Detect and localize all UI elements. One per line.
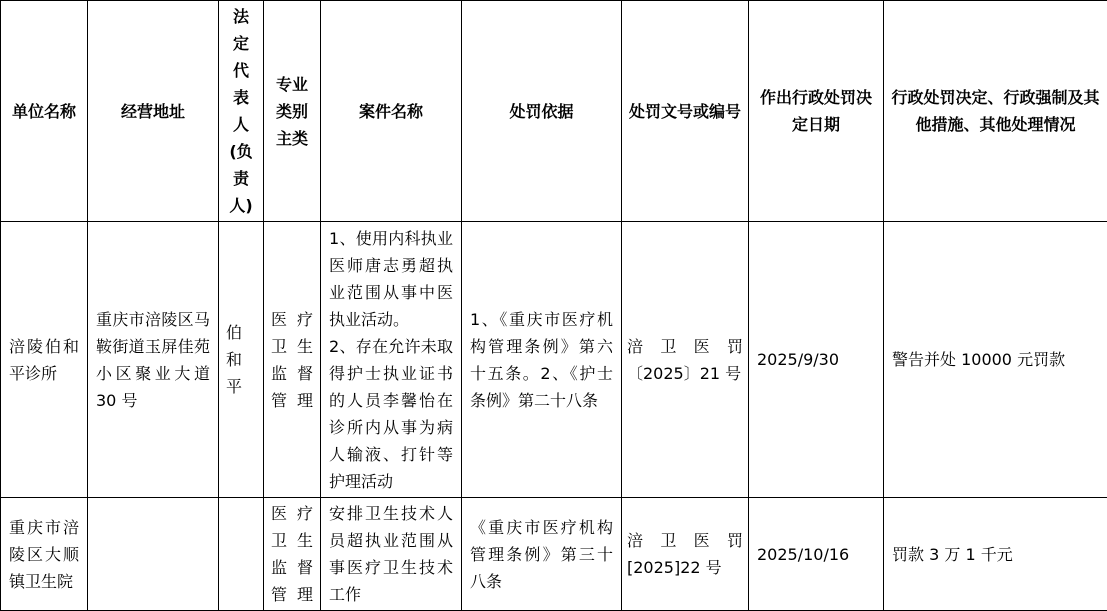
cell-unit-name: 涪陵伯和平诊所 [1,222,88,498]
cell-unit-name: 重庆市涪陵区大顺镇卫生院 [1,498,88,611]
cell-case-name: 1、使用内科执业医师唐志勇超执业范围从事中医执业活动。 2、存在允许未取得护士执业证书的人员李馨怡在诊所内从事为病人输液、打针等护理活动 [321,222,462,498]
cell-address: 重庆市涪陵区马鞍街道玉屏佳苑小区聚业大道30 号 [88,222,219,498]
cell-penalty-decision: 警告并处 10000 元罚款 [884,222,1107,498]
cell-penalty-doc-number: 涪卫医罚〔2025〕21 号 [622,222,749,498]
cell-profession-category: 医疗卫生监督管理 [264,498,321,611]
col-header-penalty-doc-number: 处罚文号或编号 [622,1,749,222]
col-header-penalty-basis: 处罚依据 [462,1,622,222]
col-header-penalty-decision: 行政处罚决定、行政强制及其他措施、其他处理情况 [884,1,1107,222]
cell-penalty-decision: 罚款 3 万 1 千元 [884,498,1107,611]
table-header-row [1,1,1107,222]
table-row [1,498,1107,611]
cell-decision-date: 2025/10/16 [749,498,884,611]
cell-legal-representative [219,498,264,611]
cell-case-name: 安排卫生技术人员超执业范围从事医疗卫生技术工作 [321,498,462,611]
col-header-legal-representative: 法定代表人(负责人) [219,1,264,222]
col-header-profession-category: 专业类别主类 [264,1,321,222]
cell-penalty-basis: 1、《重庆市医疗机构管理条例》第六十五条。2、《护士条例》第二十八条 [462,222,622,498]
col-header-case-name: 案件名称 [321,1,462,222]
cell-penalty-basis: 《重庆市医疗机构管理条例》第三十八条 [462,498,622,611]
cell-decision-date: 2025/9/30 [749,222,884,498]
table-row [1,222,1107,498]
cell-legal-representative: 伯和平 [219,222,264,498]
cell-profession-category: 医疗卫生监督管理 [264,222,321,498]
cell-penalty-doc-number: 涪卫医罚[2025]22 号 [622,498,749,611]
col-header-unit-name: 单位名称 [1,1,88,222]
cell-address [88,498,219,611]
col-header-address: 经营地址 [88,1,219,222]
col-header-decision-date: 作出行政处罚决定日期 [749,1,884,222]
